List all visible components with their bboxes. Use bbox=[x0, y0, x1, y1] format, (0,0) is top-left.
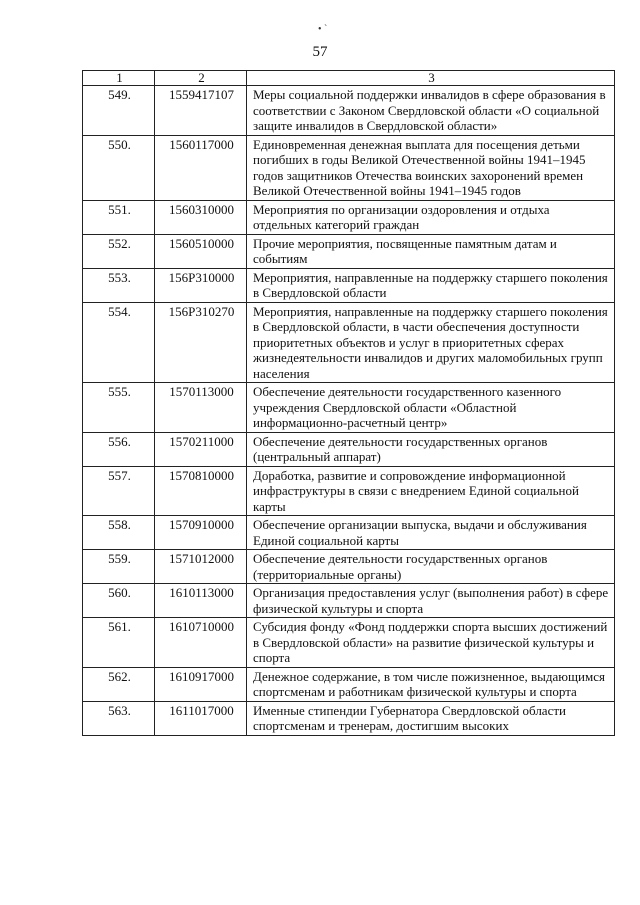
row-name: Меры социальной поддержки инвалидов в сфере образования в соответствии с Законом Свердловской области «О социальной защите инвалидов в Свердловской области» bbox=[247, 86, 615, 136]
row-number: 558. bbox=[83, 516, 155, 550]
row-name: Прочие мероприятия, посвященные памятным датам и событиям bbox=[247, 234, 615, 268]
table-row bbox=[83, 200, 615, 234]
row-code: 1610710000 bbox=[155, 618, 247, 668]
table-row bbox=[83, 383, 615, 433]
row-code: 1570910000 bbox=[155, 516, 247, 550]
table-header-row bbox=[83, 71, 615, 86]
table-row bbox=[83, 466, 615, 516]
row-code: 1570810000 bbox=[155, 466, 247, 516]
row-code: 1610917000 bbox=[155, 667, 247, 701]
column-header-2: 2 bbox=[155, 71, 247, 86]
row-code: 156P310000 bbox=[155, 268, 247, 302]
row-number: 551. bbox=[83, 200, 155, 234]
row-code: 1560310000 bbox=[155, 200, 247, 234]
row-number: 562. bbox=[83, 667, 155, 701]
table-row bbox=[83, 268, 615, 302]
scan-speck: • ` bbox=[318, 24, 328, 35]
row-code: 1559417107 bbox=[155, 86, 247, 136]
row-code: 1570113000 bbox=[155, 383, 247, 433]
row-name: Денежное содержание, в том числе пожизненное, выдающимся спортсменам и работникам физической культуры и спорта bbox=[247, 667, 615, 701]
row-name: Единовременная денежная выплата для посещения детьми погибших в годы Великой Отечественной войны 1941–1945 годов защитников Отечества воинских захоронений времен Великой Отечественной войны 1941–1945 годов bbox=[247, 135, 615, 200]
table-row bbox=[83, 86, 615, 136]
table-row bbox=[83, 584, 615, 618]
row-name: Обеспечение деятельности государственного казенного учреждения Свердловской области «Областной информационно-расчетный центр» bbox=[247, 383, 615, 433]
row-name: Обеспечение деятельности государственных органов (территориальные органы) bbox=[247, 550, 615, 584]
page-number: 57 bbox=[312, 44, 328, 60]
row-number: 552. bbox=[83, 234, 155, 268]
row-number: 554. bbox=[83, 302, 155, 383]
table-row bbox=[83, 667, 615, 701]
row-code: 1570211000 bbox=[155, 432, 247, 466]
column-header-3: 3 bbox=[247, 71, 615, 86]
row-code: 1560117000 bbox=[155, 135, 247, 200]
row-code: 156P310270 bbox=[155, 302, 247, 383]
table-row bbox=[83, 701, 615, 735]
table-row bbox=[83, 618, 615, 668]
row-code: 1560510000 bbox=[155, 234, 247, 268]
row-number: 561. bbox=[83, 618, 155, 668]
row-name: Мероприятия, направленные на поддержку старшего поколения в Свердловской области bbox=[247, 268, 615, 302]
row-number: 559. bbox=[83, 550, 155, 584]
table-row bbox=[83, 234, 615, 268]
row-number: 550. bbox=[83, 135, 155, 200]
table-row bbox=[83, 432, 615, 466]
row-code: 1610113000 bbox=[155, 584, 247, 618]
row-name: Организация предоставления услуг (выполнения работ) в сфере физической культуры и спорта bbox=[247, 584, 615, 618]
row-number: 557. bbox=[83, 466, 155, 516]
row-name: Доработка, развитие и сопровождение информационной инфраструктуры в связи с внедрением Единой социальной карты bbox=[247, 466, 615, 516]
table-row bbox=[83, 302, 615, 383]
row-number: 556. bbox=[83, 432, 155, 466]
row-name: Обеспечение деятельности государственных органов (центральный аппарат) bbox=[247, 432, 615, 466]
row-name: Обеспечение организации выпуска, выдачи и обслуживания Единой социальной карты bbox=[247, 516, 615, 550]
table-row bbox=[83, 135, 615, 200]
table-row bbox=[83, 550, 615, 584]
column-header-1: 1 bbox=[83, 71, 155, 86]
budget-classification-table bbox=[82, 70, 615, 736]
row-number: 553. bbox=[83, 268, 155, 302]
row-number: 549. bbox=[83, 86, 155, 136]
row-code: 1611017000 bbox=[155, 701, 247, 735]
row-number: 563. bbox=[83, 701, 155, 735]
row-number: 560. bbox=[83, 584, 155, 618]
row-name: Мероприятия, направленные на поддержку старшего поколения в Свердловской области, в части обеспечения доступности приоритетных объектов и услуг в приоритетных сферах жизнедеятельности инвалидов и других маломобильных групп населения bbox=[247, 302, 615, 383]
row-name: Субсидия фонду «Фонд поддержки спорта высших достижений в Свердловской области» на развитие физической культуры и спорта bbox=[247, 618, 615, 668]
row-number: 555. bbox=[83, 383, 155, 433]
table-row bbox=[83, 516, 615, 550]
row-name: Мероприятия по организации оздоровления и отдыха отдельных категорий граждан bbox=[247, 200, 615, 234]
row-name: Именные стипендии Губернатора Свердловской области спортсменам и тренерам, достигшим высоких bbox=[247, 701, 615, 735]
row-code: 1571012000 bbox=[155, 550, 247, 584]
